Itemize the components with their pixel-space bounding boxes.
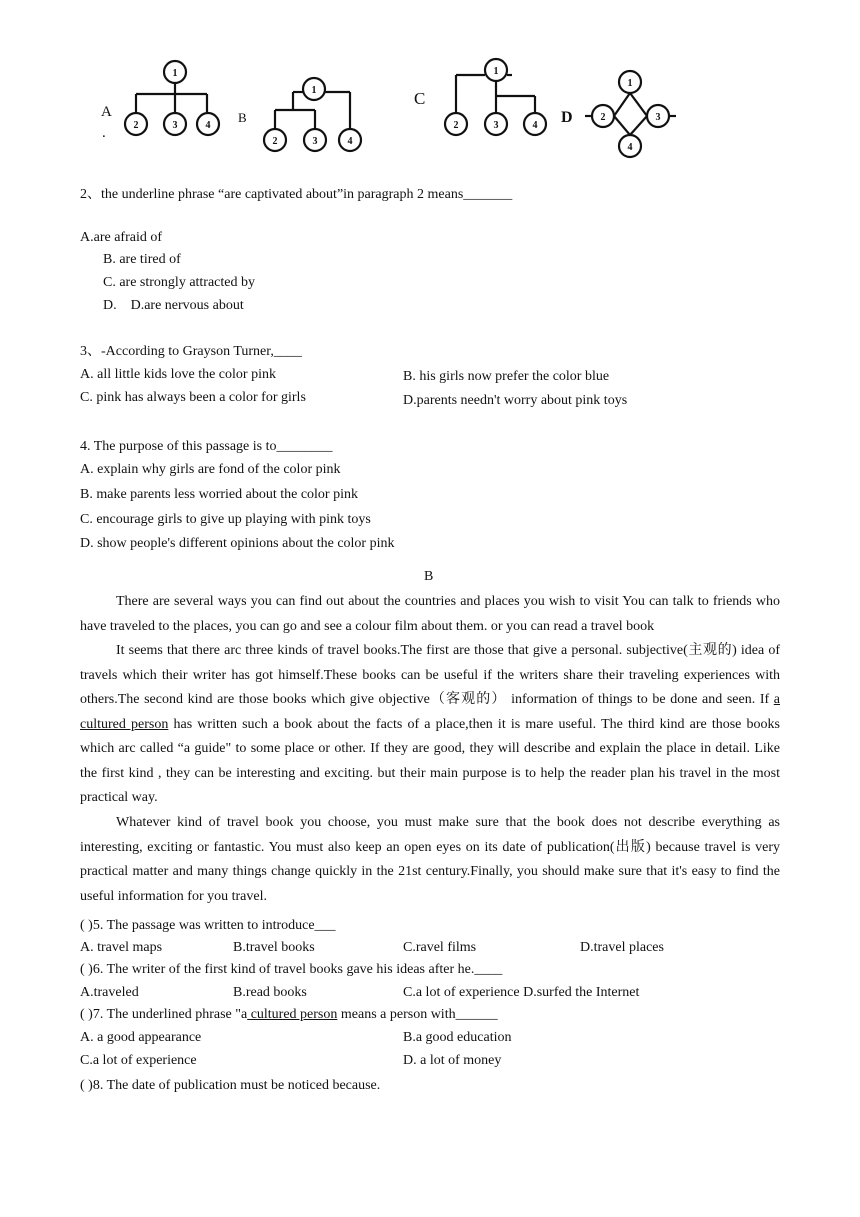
q4-stem: 4. The purpose of this passage is to________: [80, 439, 333, 454]
option-letter-a-dot: .: [102, 125, 106, 141]
node-label: 4: [532, 120, 538, 131]
node-label: 4: [347, 136, 353, 147]
q7-stem-b: means a person with______: [337, 1007, 498, 1022]
passage-paragraph-1: [80, 590, 780, 639]
q2-option-b: B. are tired of: [103, 252, 181, 267]
node-label: 4: [627, 142, 633, 153]
q7-option-d: D. a lot of money: [403, 1053, 502, 1068]
q7-option-b: B.a good education: [403, 1030, 512, 1045]
q5-option-b: B.travel books: [233, 940, 315, 955]
node-label: 1: [627, 78, 633, 89]
node-label: 1: [311, 85, 317, 96]
q4-option-b: B. make parents less worried about the color pink: [80, 487, 358, 502]
q7-option-c: C.a lot of experience: [80, 1053, 197, 1068]
q6-option-a: A.traveled: [80, 985, 139, 1000]
passage-paragraph-2-text-a: It seems that there arc three kinds of travel books.The first are those that give a personal. subjective(主观的) idea of travels which their writer has got himself.These books can be useful if the writers share their traveling experiences with others.The second kind are those books which give objective（客观的） information of things to be done and seen. If: [80, 643, 780, 707]
option-letter-a: A: [101, 104, 112, 120]
node-label: 2: [453, 120, 459, 131]
node-label: 1: [172, 68, 178, 79]
node-label: 3: [312, 136, 318, 147]
option-letter-c: C: [414, 89, 426, 108]
node-label: 3: [172, 120, 178, 131]
diagram-options: [0, 0, 860, 170]
passage-paragraph-2: [80, 639, 780, 811]
q2-option-a: A.are afraid of: [80, 230, 163, 245]
q6-option-cd: C.a lot of experience D.surfed the Internet: [403, 985, 640, 1000]
q5-option-a: A. travel maps: [80, 940, 163, 955]
q5-stem: ( )5. The passage was written to introduce___: [80, 918, 336, 933]
q2-option-c: C. are strongly attracted by: [103, 275, 256, 290]
q5-option-c: C.ravel films: [403, 940, 477, 955]
node-label: 4: [205, 120, 211, 131]
underlined-phrase: a cultured person: [80, 692, 780, 732]
node-label: 2: [272, 136, 278, 147]
q7-stem-a: ( )7. The underlined phrase "a: [80, 1007, 248, 1022]
q5-option-d: D.travel places: [580, 940, 664, 955]
q4-option-c: C. encourage girls to give up playing with pink toys: [80, 512, 371, 527]
option-letter-b: B: [238, 110, 247, 125]
q6-stem: ( )6. The writer of the first kind of travel books gave his ideas after he.____: [80, 962, 503, 977]
passage-paragraph-2-text-b: has written such a book about the facts of a place,then it is mare useful. The third kind are those books which arc called “a guide" to some place or other. If they are good, they will describe and explain the place in detail. Like the first kind , they can be interesting and exciting. but their main purpose is to help the reader plan his travel in the most practical way.: [80, 716, 780, 805]
node-label: 3: [655, 112, 661, 123]
q4-option-d: D. show people's different opinions about the color pink: [80, 536, 395, 551]
node-label: 3: [493, 120, 499, 131]
node-label: 2: [133, 120, 139, 131]
node-label: 1: [493, 66, 499, 77]
q4-option-a: A. explain why girls are fond of the color pink: [80, 462, 341, 477]
q7-stem: [80, 1006, 498, 1024]
q6-option-b: B.read books: [233, 985, 307, 1000]
q3-option-d: D.parents needn't worry about pink toys: [403, 393, 628, 408]
node-label: 2: [600, 112, 606, 123]
q3-stem: 3、-According to Grayson Turner,____: [80, 344, 302, 359]
q7-underlined: cultured person: [247, 1007, 338, 1022]
section-b-heading: B: [424, 569, 434, 584]
q3-option-b: B. his girls now prefer the color blue: [403, 369, 610, 384]
passage-paragraph-1-text: There are several ways you can find out about the countries and places you wish to visit You can talk to friends who have traveled to the places, you can go and see a colour film about them. or you can read a travel book: [80, 594, 780, 634]
q3-option-a: A. all little kids love the color pink: [80, 367, 276, 382]
passage-paragraph-3: [80, 811, 780, 909]
q2-stem: 2、the underline phrase “are captivated about”in paragraph 2 means_______: [80, 187, 513, 202]
q8-stem: ( )8. The date of publication must be noticed because.: [80, 1078, 381, 1093]
q2-option-d: D. D.are nervous about: [103, 298, 244, 313]
q3-option-c: C. pink has always been a color for girls: [80, 390, 306, 405]
q7-option-a: A. a good appearance: [80, 1030, 202, 1045]
passage-paragraph-3-text: Whatever kind of travel book you choose, you must make sure that the book does not describe everything as interesting, exciting or fantastic. You must also keep an open eyes on its date of publication(出版) because travel is very practical matter and many things change quickly in the 21st century.Finally, you should make sure that it's easy to find the useful information for you travel.: [80, 815, 780, 904]
option-letter-d: D: [561, 109, 573, 126]
